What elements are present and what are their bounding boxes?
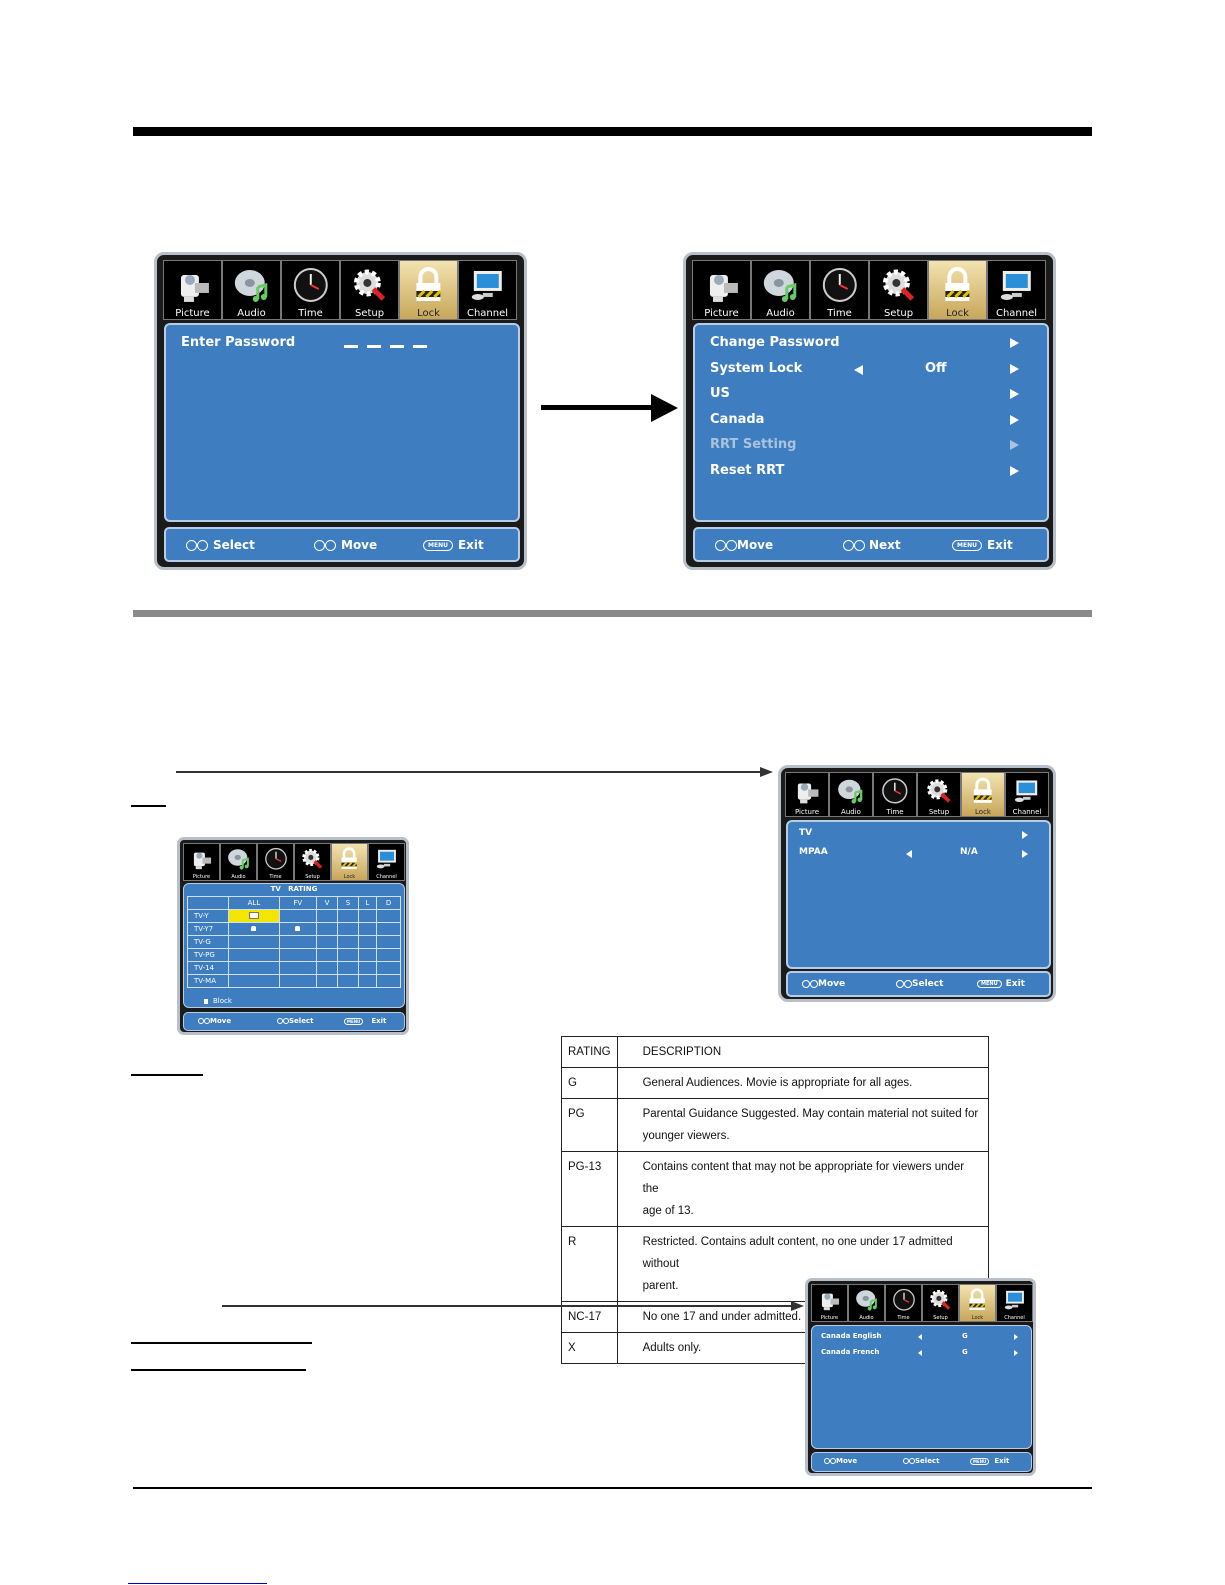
heading-underline-mpaa	[131, 1074, 203, 1076]
pointer-arrowhead	[760, 767, 773, 777]
table-header-row	[562, 1037, 989, 1068]
tab-setup[interactable]: Setup	[869, 260, 928, 320]
right-icon	[904, 980, 912, 988]
table-row	[188, 962, 401, 975]
description-cell: Restricted. Contains adult content, no one under 17 admitted without parent.	[617, 1227, 988, 1302]
osd-menu-panel	[786, 820, 1051, 969]
tab-setup[interactable]: Setup	[340, 260, 399, 320]
gear-icon	[923, 1285, 958, 1315]
flow-arrow-shaft	[541, 405, 653, 410]
menu-item-rrt-setting[interactable]: RRT Setting	[710, 437, 797, 452]
column-header: D	[377, 897, 401, 910]
flow-arrow-head	[651, 394, 678, 422]
footer-exit: MENU Exit	[970, 1457, 1009, 1465]
chevron-right-icon[interactable]	[1010, 338, 1019, 348]
table-row	[188, 910, 401, 923]
tv-rating-title: TV RATING	[270, 885, 318, 893]
grid-cell[interactable]	[316, 975, 338, 988]
osd-menu-panel	[164, 323, 520, 522]
grid-cell[interactable]	[279, 910, 316, 923]
menu-item-us[interactable]: US	[710, 386, 730, 401]
canada-french-value: G	[962, 1348, 968, 1356]
tab-time[interactable]: Time	[873, 772, 917, 817]
chevron-right-icon[interactable]	[1022, 850, 1028, 858]
footer-move: Move	[715, 538, 773, 552]
tab-time[interactable]: Time	[885, 1284, 922, 1322]
grid-cell-highlighted[interactable]	[229, 910, 280, 923]
password-digit-2	[367, 345, 381, 348]
menu-item-canada[interactable]: Canada	[710, 412, 765, 427]
grid-cell[interactable]	[279, 949, 316, 962]
tab-setup[interactable]: Setup	[922, 1284, 959, 1322]
clock-icon	[811, 261, 868, 308]
column-header: FV	[279, 897, 316, 910]
row-label: TV-MA	[188, 975, 229, 988]
lock-icon	[962, 773, 1004, 808]
left-icon	[843, 540, 854, 551]
grid-cell[interactable]	[338, 962, 358, 975]
grid-cell[interactable]	[316, 936, 338, 949]
gear-icon	[870, 261, 927, 308]
monitor-icon	[1006, 773, 1048, 808]
grid-cell[interactable]	[377, 923, 401, 936]
grid-cell[interactable]	[279, 923, 316, 936]
down-icon	[810, 980, 818, 988]
right-icon	[854, 540, 865, 551]
tab-channel[interactable]: Channel	[458, 260, 517, 320]
description-cell: Adults only.	[617, 1333, 988, 1364]
footer-next: Next	[843, 538, 901, 552]
chevron-right-icon[interactable]	[1010, 415, 1019, 425]
clock-icon	[886, 1285, 921, 1315]
disc-icon	[221, 844, 256, 874]
grid-cell[interactable]	[316, 949, 338, 962]
menu-item-canada-english[interactable]: Canada English	[821, 1332, 882, 1340]
lock-icon	[204, 999, 208, 1004]
row-label: TV-Y7	[188, 923, 229, 936]
camera-icon	[184, 844, 219, 874]
top-thick-rule	[133, 127, 1092, 136]
chevron-right-icon[interactable]	[1022, 831, 1028, 839]
middle-gray-rule	[133, 610, 1092, 617]
down-icon	[726, 540, 737, 551]
tab-lock[interactable]: Lock	[399, 260, 458, 320]
grid-cell[interactable]	[316, 910, 338, 923]
disc-icon	[223, 261, 280, 308]
heading-underline-canada-english	[131, 1342, 312, 1344]
tv-rating-panel	[183, 883, 405, 1008]
password-dashes[interactable]	[344, 345, 427, 348]
column-header: S	[338, 897, 358, 910]
lock-icon	[929, 261, 986, 308]
enter-password-label: Enter Password	[181, 335, 296, 350]
tab-channel[interactable]: Channel	[1005, 772, 1049, 817]
tab-picture[interactable]: Picture	[785, 772, 829, 817]
left-icon	[314, 540, 325, 551]
tab-lock[interactable]: Lock	[959, 1284, 996, 1322]
row-label: TV-PG	[188, 949, 229, 962]
clock-icon	[874, 773, 916, 808]
table-row	[188, 936, 401, 949]
description-cell: General Audiences. Movie is appropriate for all ages.	[617, 1068, 988, 1099]
tv-rating-header-row	[188, 897, 401, 910]
table-row	[188, 975, 401, 988]
chevron-right-icon[interactable]	[1010, 440, 1019, 450]
down-icon	[197, 540, 208, 551]
grid-cell[interactable]	[229, 936, 280, 949]
monitor-icon	[988, 261, 1045, 308]
gear-icon	[918, 773, 960, 808]
up-icon	[715, 540, 726, 551]
lock-icon	[960, 1285, 995, 1315]
grid-cell[interactable]	[377, 936, 401, 949]
clock-icon	[258, 844, 293, 874]
tab-channel[interactable]: Channel	[996, 1284, 1033, 1322]
tab-time[interactable]: Time	[810, 260, 869, 320]
disc-icon	[849, 1285, 884, 1315]
osd-tv-rating	[177, 837, 409, 1035]
footer-select: Select	[186, 538, 255, 552]
grid-cell[interactable]	[338, 975, 358, 988]
tab-setup[interactable]: Setup	[917, 772, 961, 817]
osd-tab-bar	[183, 843, 405, 881]
osd-tab-bar	[811, 1284, 1033, 1322]
disc-icon	[830, 773, 872, 808]
row-label: TV-G	[188, 936, 229, 949]
osd-footer	[183, 1012, 405, 1031]
mpaa-value: N/A	[960, 847, 978, 857]
right-icon	[325, 540, 336, 551]
lock-icon	[295, 926, 300, 931]
grid-cell[interactable]	[279, 962, 316, 975]
up-icon	[802, 980, 810, 988]
table-row	[188, 923, 401, 936]
grid-cell[interactable]	[229, 975, 280, 988]
block-lock-icon	[249, 912, 259, 919]
menu-item-change-password[interactable]: Change Password	[710, 335, 840, 350]
column-header: ALL	[229, 897, 280, 910]
grid-cell[interactable]	[377, 910, 401, 923]
rating-cell: X	[562, 1333, 618, 1364]
menu-key-icon: MENU	[952, 540, 982, 551]
up-icon	[186, 540, 197, 551]
table-row	[562, 1068, 989, 1099]
camera-icon	[786, 773, 828, 808]
osd-tab-bar	[785, 772, 1049, 817]
grid-cell[interactable]	[377, 975, 401, 988]
tab-lock[interactable]: Lock	[331, 843, 368, 881]
camera-icon	[812, 1285, 847, 1315]
heading-underline-us	[131, 805, 166, 807]
heading-underline-canada-french	[131, 1369, 306, 1371]
chevron-left-icon[interactable]	[918, 1334, 922, 1340]
tab-picture[interactable]: Picture	[163, 260, 222, 320]
block-legend: Block	[204, 997, 232, 1005]
footer-move: Move	[198, 1017, 231, 1025]
header-rating: RATING	[562, 1037, 618, 1068]
tab-setup[interactable]: Setup	[294, 843, 331, 881]
osd-enter-password	[154, 252, 527, 570]
footer-select: Select	[903, 1457, 939, 1465]
tab-time[interactable]: Time	[257, 843, 294, 881]
grid-cell[interactable]	[279, 936, 316, 949]
mpaa-left-arrow-icon[interactable]	[906, 850, 912, 858]
grid-cell[interactable]	[338, 923, 358, 936]
password-digit-4	[413, 345, 427, 348]
grid-cell[interactable]	[358, 949, 376, 962]
monitor-icon	[459, 261, 516, 308]
menu-item-canada-french[interactable]: Canada French	[821, 1348, 880, 1356]
menu-key-icon: MENU	[977, 980, 1002, 988]
footer-move: Move	[824, 1457, 857, 1465]
tab-channel[interactable]: Channel	[368, 843, 405, 881]
column-header: V	[316, 897, 338, 910]
left-icon	[896, 980, 904, 988]
footer-link-underline	[128, 1583, 267, 1584]
menu-key-icon: MENU	[344, 1018, 363, 1025]
gear-icon	[341, 261, 398, 308]
osd-tab-bar	[163, 260, 517, 320]
grid-cell[interactable]	[358, 936, 376, 949]
description-cell: Contains content that may not be appropriate for viewers under the age of 13.	[617, 1152, 988, 1227]
grid-cell[interactable]	[338, 949, 358, 962]
menu-item-reset-rrt[interactable]: Reset RRT	[710, 463, 785, 478]
rating-cell: PG	[562, 1099, 618, 1152]
grid-cell[interactable]	[377, 949, 401, 962]
menu-item-tv[interactable]: TV	[799, 828, 813, 838]
footer-select: Select	[277, 1017, 313, 1025]
tab-audio[interactable]: Audio	[222, 260, 281, 320]
grid-cell[interactable]	[358, 962, 376, 975]
chevron-right-icon[interactable]	[1010, 466, 1019, 476]
osd-menu-panel	[693, 323, 1049, 522]
tab-picture[interactable]: Picture	[811, 1284, 848, 1322]
bottom-rule	[133, 1487, 1092, 1489]
osd-lock-menu	[683, 252, 1056, 570]
column-header: L	[358, 897, 376, 910]
osd-footer	[693, 527, 1049, 562]
system-lock-value: Off	[925, 361, 947, 376]
rating-cell: G	[562, 1068, 618, 1099]
header-description: DESCRIPTION	[617, 1037, 988, 1068]
row-label: TV-14	[188, 962, 229, 975]
rating-cell: R	[562, 1227, 618, 1302]
lock-icon	[332, 844, 367, 874]
camera-icon	[164, 261, 221, 308]
grid-cell[interactable]	[316, 923, 338, 936]
menu-item-mpaa[interactable]: MPAA	[799, 847, 828, 857]
chevron-right-icon[interactable]	[1014, 1334, 1018, 1340]
monitor-icon	[369, 844, 404, 874]
footer-exit: MENU Exit	[952, 538, 1013, 552]
grid-cell[interactable]	[358, 975, 376, 988]
grid-cell[interactable]	[229, 923, 280, 936]
chevron-right-icon[interactable]	[1010, 364, 1019, 374]
gear-icon	[295, 844, 330, 874]
grid-cell[interactable]	[377, 962, 401, 975]
osd-footer	[811, 1452, 1032, 1472]
row-label: TV-Y	[188, 910, 229, 923]
rating-cell: NC-17	[562, 1302, 618, 1333]
grid-cell[interactable]	[316, 962, 338, 975]
camera-icon	[693, 261, 750, 308]
description-cell: No one 17 and under admitted.	[617, 1302, 988, 1333]
chevron-left-icon[interactable]	[918, 1350, 922, 1356]
grid-cell[interactable]	[358, 910, 376, 923]
footer-exit: MENU Exit	[344, 1017, 386, 1025]
chevron-right-icon[interactable]	[1014, 1350, 1018, 1356]
osd-menu-panel	[811, 1325, 1032, 1449]
description-cell: Parental Guidance Suggested. May contain material not suited for younger viewers.	[617, 1099, 988, 1152]
pointer-arrowhead	[791, 1301, 804, 1311]
osd-tab-bar	[692, 260, 1046, 320]
tab-picture[interactable]: Picture	[692, 260, 751, 320]
osd-us-menu	[778, 765, 1056, 1002]
osd-canada-menu	[805, 1278, 1036, 1476]
menu-key-icon: MENU	[423, 540, 453, 551]
tab-channel[interactable]: Channel	[987, 260, 1046, 320]
grid-cell[interactable]	[229, 949, 280, 962]
grid-corner	[188, 897, 229, 910]
canada-english-value: G	[962, 1332, 968, 1340]
tab-audio[interactable]: Audio	[751, 260, 810, 320]
table-row	[562, 1152, 989, 1227]
footer-exit: MENU Exit	[423, 538, 484, 552]
footer-move: Move	[802, 979, 845, 989]
tab-lock[interactable]: Lock	[928, 260, 987, 320]
menu-item-system-lock[interactable]: System Lock	[710, 361, 803, 376]
table-row	[188, 949, 401, 962]
grid-cell[interactable]	[338, 910, 358, 923]
system-lock-left-arrow-icon[interactable]	[854, 365, 863, 375]
osd-footer	[786, 971, 1051, 997]
disc-icon	[752, 261, 809, 308]
password-digit-1	[344, 345, 358, 348]
tab-audio[interactable]: Audio	[848, 1284, 885, 1322]
monitor-icon	[997, 1285, 1032, 1315]
grid-cell[interactable]	[358, 923, 376, 936]
tab-time[interactable]: Time	[281, 260, 340, 320]
lock-icon	[400, 261, 457, 308]
table-row	[562, 1099, 989, 1152]
rating-cell: PG-13	[562, 1152, 618, 1227]
footer-exit: MENU Exit	[977, 979, 1025, 989]
grid-cell[interactable]	[338, 936, 358, 949]
grid-cell[interactable]	[229, 962, 280, 975]
tv-rating-grid	[187, 896, 401, 988]
footer-move: Move	[314, 538, 377, 552]
menu-key-icon: MENU	[970, 1458, 989, 1465]
tab-audio[interactable]: Audio	[220, 843, 257, 881]
tab-audio[interactable]: Audio	[829, 772, 873, 817]
password-digit-3	[390, 345, 404, 348]
tab-picture[interactable]: Picture	[183, 843, 220, 881]
grid-cell[interactable]	[279, 975, 316, 988]
clock-icon	[282, 261, 339, 308]
lock-icon	[251, 926, 256, 931]
tab-lock[interactable]: Lock	[961, 772, 1005, 817]
pointer-line-canada	[222, 1305, 793, 1307]
footer-select: Select	[896, 979, 943, 989]
osd-footer	[164, 527, 520, 562]
chevron-right-icon[interactable]	[1010, 389, 1019, 399]
pointer-line-us	[176, 771, 762, 773]
